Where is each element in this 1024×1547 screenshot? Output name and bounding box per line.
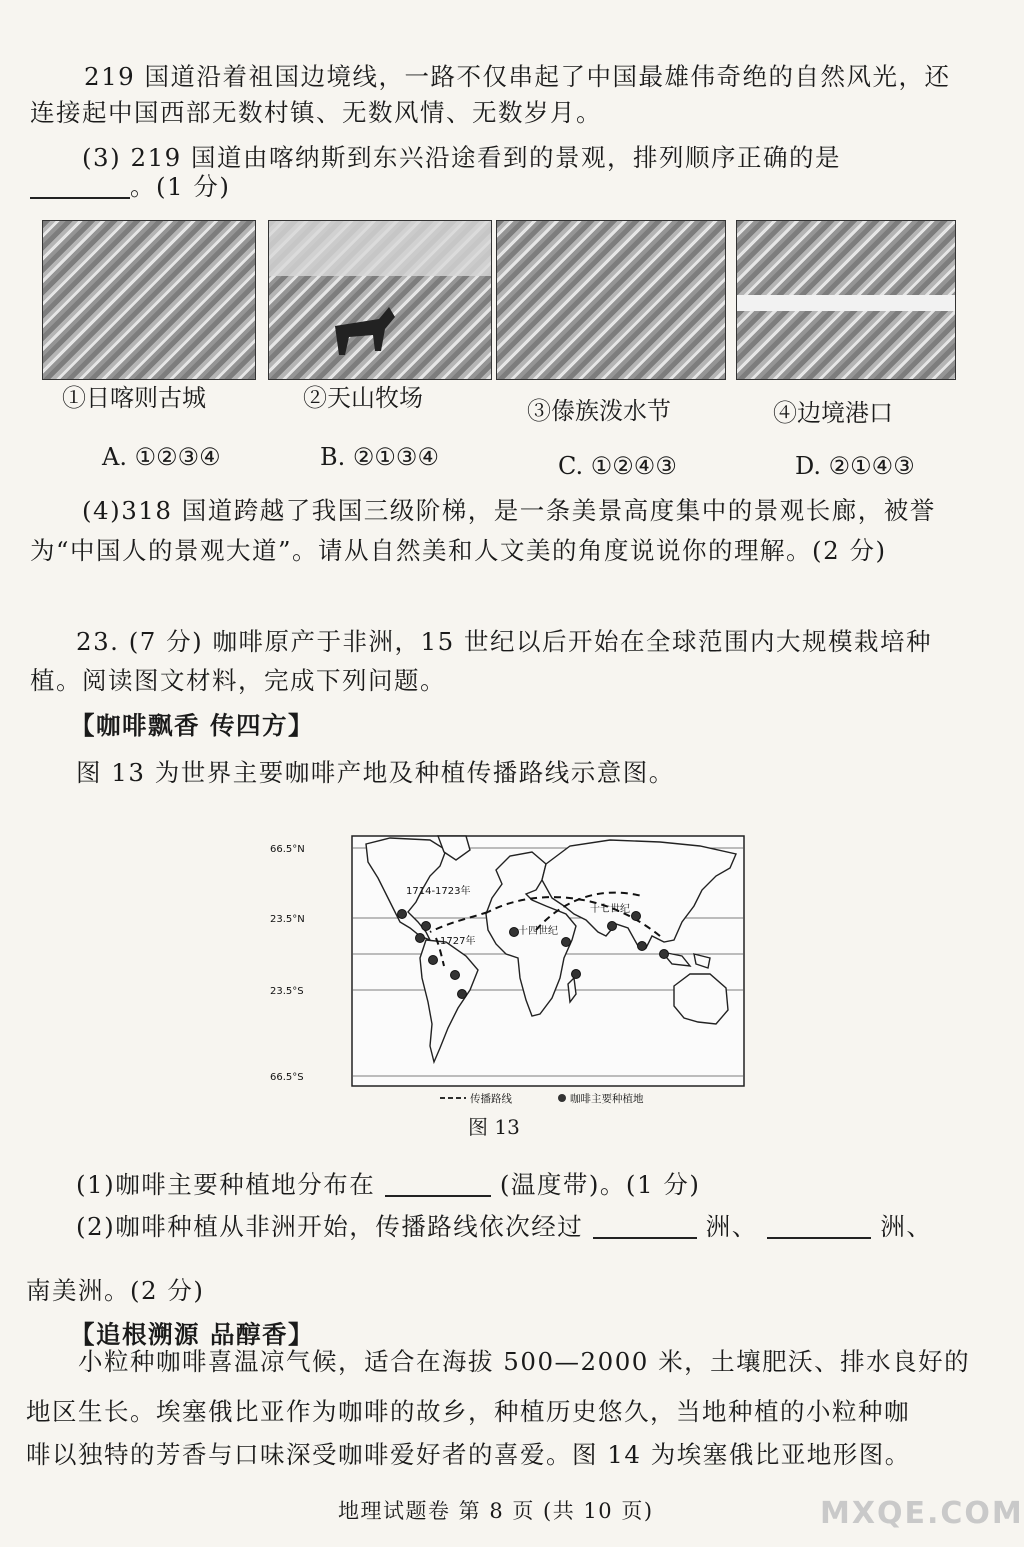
sub1-suffix: (温度带)。(1 分) bbox=[499, 1170, 701, 1199]
port-gate-stripe bbox=[737, 295, 955, 311]
lat-labels bbox=[270, 844, 305, 1083]
sub2-answer-blank-2[interactable] bbox=[767, 1237, 871, 1239]
q3-answer-blank[interactable] bbox=[30, 197, 130, 199]
photo-border-port bbox=[736, 220, 956, 380]
legend-site-label: 咖啡主要种植地 bbox=[570, 1093, 644, 1105]
q3-line-2-suffix: 。(1 分) bbox=[130, 172, 231, 201]
caption-photo-4: ④边境港口 bbox=[773, 399, 893, 427]
coffee-site-marker bbox=[562, 938, 571, 947]
annotation-fourteenth-century: 十四世纪 bbox=[518, 926, 558, 937]
sub2-line-1 bbox=[76, 1210, 932, 1244]
annotation-seventeenth-century: 十七世纪 bbox=[590, 904, 630, 915]
q3-line-2 bbox=[30, 170, 231, 204]
para-line-1: 小粒种咖啡喜温凉气候，适合在海拔 500—2000 米，土壤肥沃、排水良好的 bbox=[78, 1347, 971, 1376]
lat-label: 23.5°N bbox=[270, 914, 305, 925]
section-heading-2: 【追根溯源 品醇香】 bbox=[70, 1320, 315, 1349]
sub1-answer-blank[interactable] bbox=[385, 1195, 491, 1197]
para-line-3: 啡以独特的芳香与口味深受咖啡爱好者的喜爱。图 14 为埃塞俄比亚地形图。 bbox=[26, 1440, 911, 1469]
world-coffee-map bbox=[270, 828, 760, 1128]
sub2-prefix: (2)咖啡种植从非洲开始，传播路线依次经过 bbox=[76, 1212, 584, 1241]
figure-intro: 图 13 为世界主要咖啡产地及种植传播路线示意图。 bbox=[76, 758, 675, 787]
option-d[interactable]: D. ②①④③ bbox=[795, 452, 915, 480]
photo-rikaze-old-city bbox=[42, 220, 256, 380]
q23-line-1: 23. (7 分) 咖啡原产于非洲，15 世纪以后开始在全球范围内大规模栽培种 bbox=[76, 627, 932, 656]
lat-label: 66.5°N bbox=[270, 844, 305, 855]
q3-line-1: (3) 219 国道由喀纳斯到东兴沿途看到的景观，排列顺序正确的是 bbox=[82, 143, 842, 172]
para-line-2: 地区生长。埃塞俄比亚作为咖啡的故乡，种植历史悠久，当地种植的小粒种咖 bbox=[26, 1397, 910, 1426]
coffee-site-marker bbox=[458, 990, 467, 999]
annotation-1727: 1727年 bbox=[440, 936, 476, 947]
q23-line-2: 植。阅读图文材料，完成下列问题。 bbox=[30, 666, 446, 695]
legend-route-label: 传播路线 bbox=[470, 1093, 512, 1105]
coffee-site-marker bbox=[660, 950, 669, 959]
coffee-site-marker bbox=[572, 970, 581, 979]
sub1-line bbox=[76, 1168, 700, 1202]
coffee-site-marker bbox=[632, 912, 641, 921]
intro-line-1: 219 国道沿着祖国边境线，一路不仅串起了中国最雄伟奇绝的自然风光，还 bbox=[84, 62, 951, 91]
coffee-site-marker bbox=[416, 934, 425, 943]
coffee-site-marker bbox=[422, 922, 431, 931]
page-footer: 地理试题卷 第 8 页 (共 10 页) bbox=[338, 1499, 654, 1523]
sub2-end: 洲、 bbox=[880, 1212, 933, 1241]
figure-caption: 图 13 bbox=[468, 1115, 520, 1139]
sub2-mid: 洲、 bbox=[705, 1212, 758, 1241]
q4-line-1: (4)318 国道跨越了我国三级阶梯，是一条美景高度集中的景观长廊，被誉 bbox=[82, 496, 936, 525]
q4-line-2: 为“中国人的景观大道”。请从自然美和人文美的角度说说你的理解。(2 分) bbox=[30, 536, 887, 565]
sub2-line-2: 南美洲。(2 分) bbox=[26, 1276, 205, 1305]
option-c[interactable]: C. ①②④③ bbox=[558, 452, 677, 480]
caption-photo-2: ②天山牧场 bbox=[303, 384, 423, 412]
photo-dai-water-festival bbox=[496, 220, 726, 380]
watermark: MXQE.COM bbox=[820, 1496, 1024, 1531]
legend-site-swatch bbox=[558, 1094, 566, 1102]
annotation-1714-1723: 1714-1723年 bbox=[406, 886, 471, 897]
option-a[interactable]: A. ①②③④ bbox=[102, 443, 221, 471]
coffee-site-marker bbox=[608, 922, 617, 931]
option-b[interactable]: B. ②①③④ bbox=[320, 443, 439, 471]
intro-line-2: 连接起中国西部无数村镇、无数风情、无数岁月。 bbox=[30, 98, 602, 127]
caption-photo-1: ①日喀则古城 bbox=[62, 384, 206, 412]
coffee-site-marker bbox=[429, 956, 438, 965]
coffee-site-marker bbox=[451, 971, 460, 980]
lat-label: 66.5°S bbox=[270, 1072, 304, 1083]
lat-label: 23.5°S bbox=[270, 986, 304, 997]
coffee-site-marker bbox=[398, 910, 407, 919]
coffee-site-marker bbox=[638, 942, 647, 951]
caption-photo-3: ③傣族泼水节 bbox=[527, 397, 671, 425]
map-legend bbox=[440, 1092, 644, 1105]
photo-tianshan-pasture bbox=[268, 220, 492, 380]
section-heading-1: 【咖啡飘香 传四方】 bbox=[70, 711, 315, 740]
horse-icon bbox=[269, 221, 491, 379]
sub1-prefix: (1)咖啡主要种植地分布在 bbox=[76, 1170, 376, 1199]
sub2-answer-blank-1[interactable] bbox=[593, 1237, 697, 1239]
